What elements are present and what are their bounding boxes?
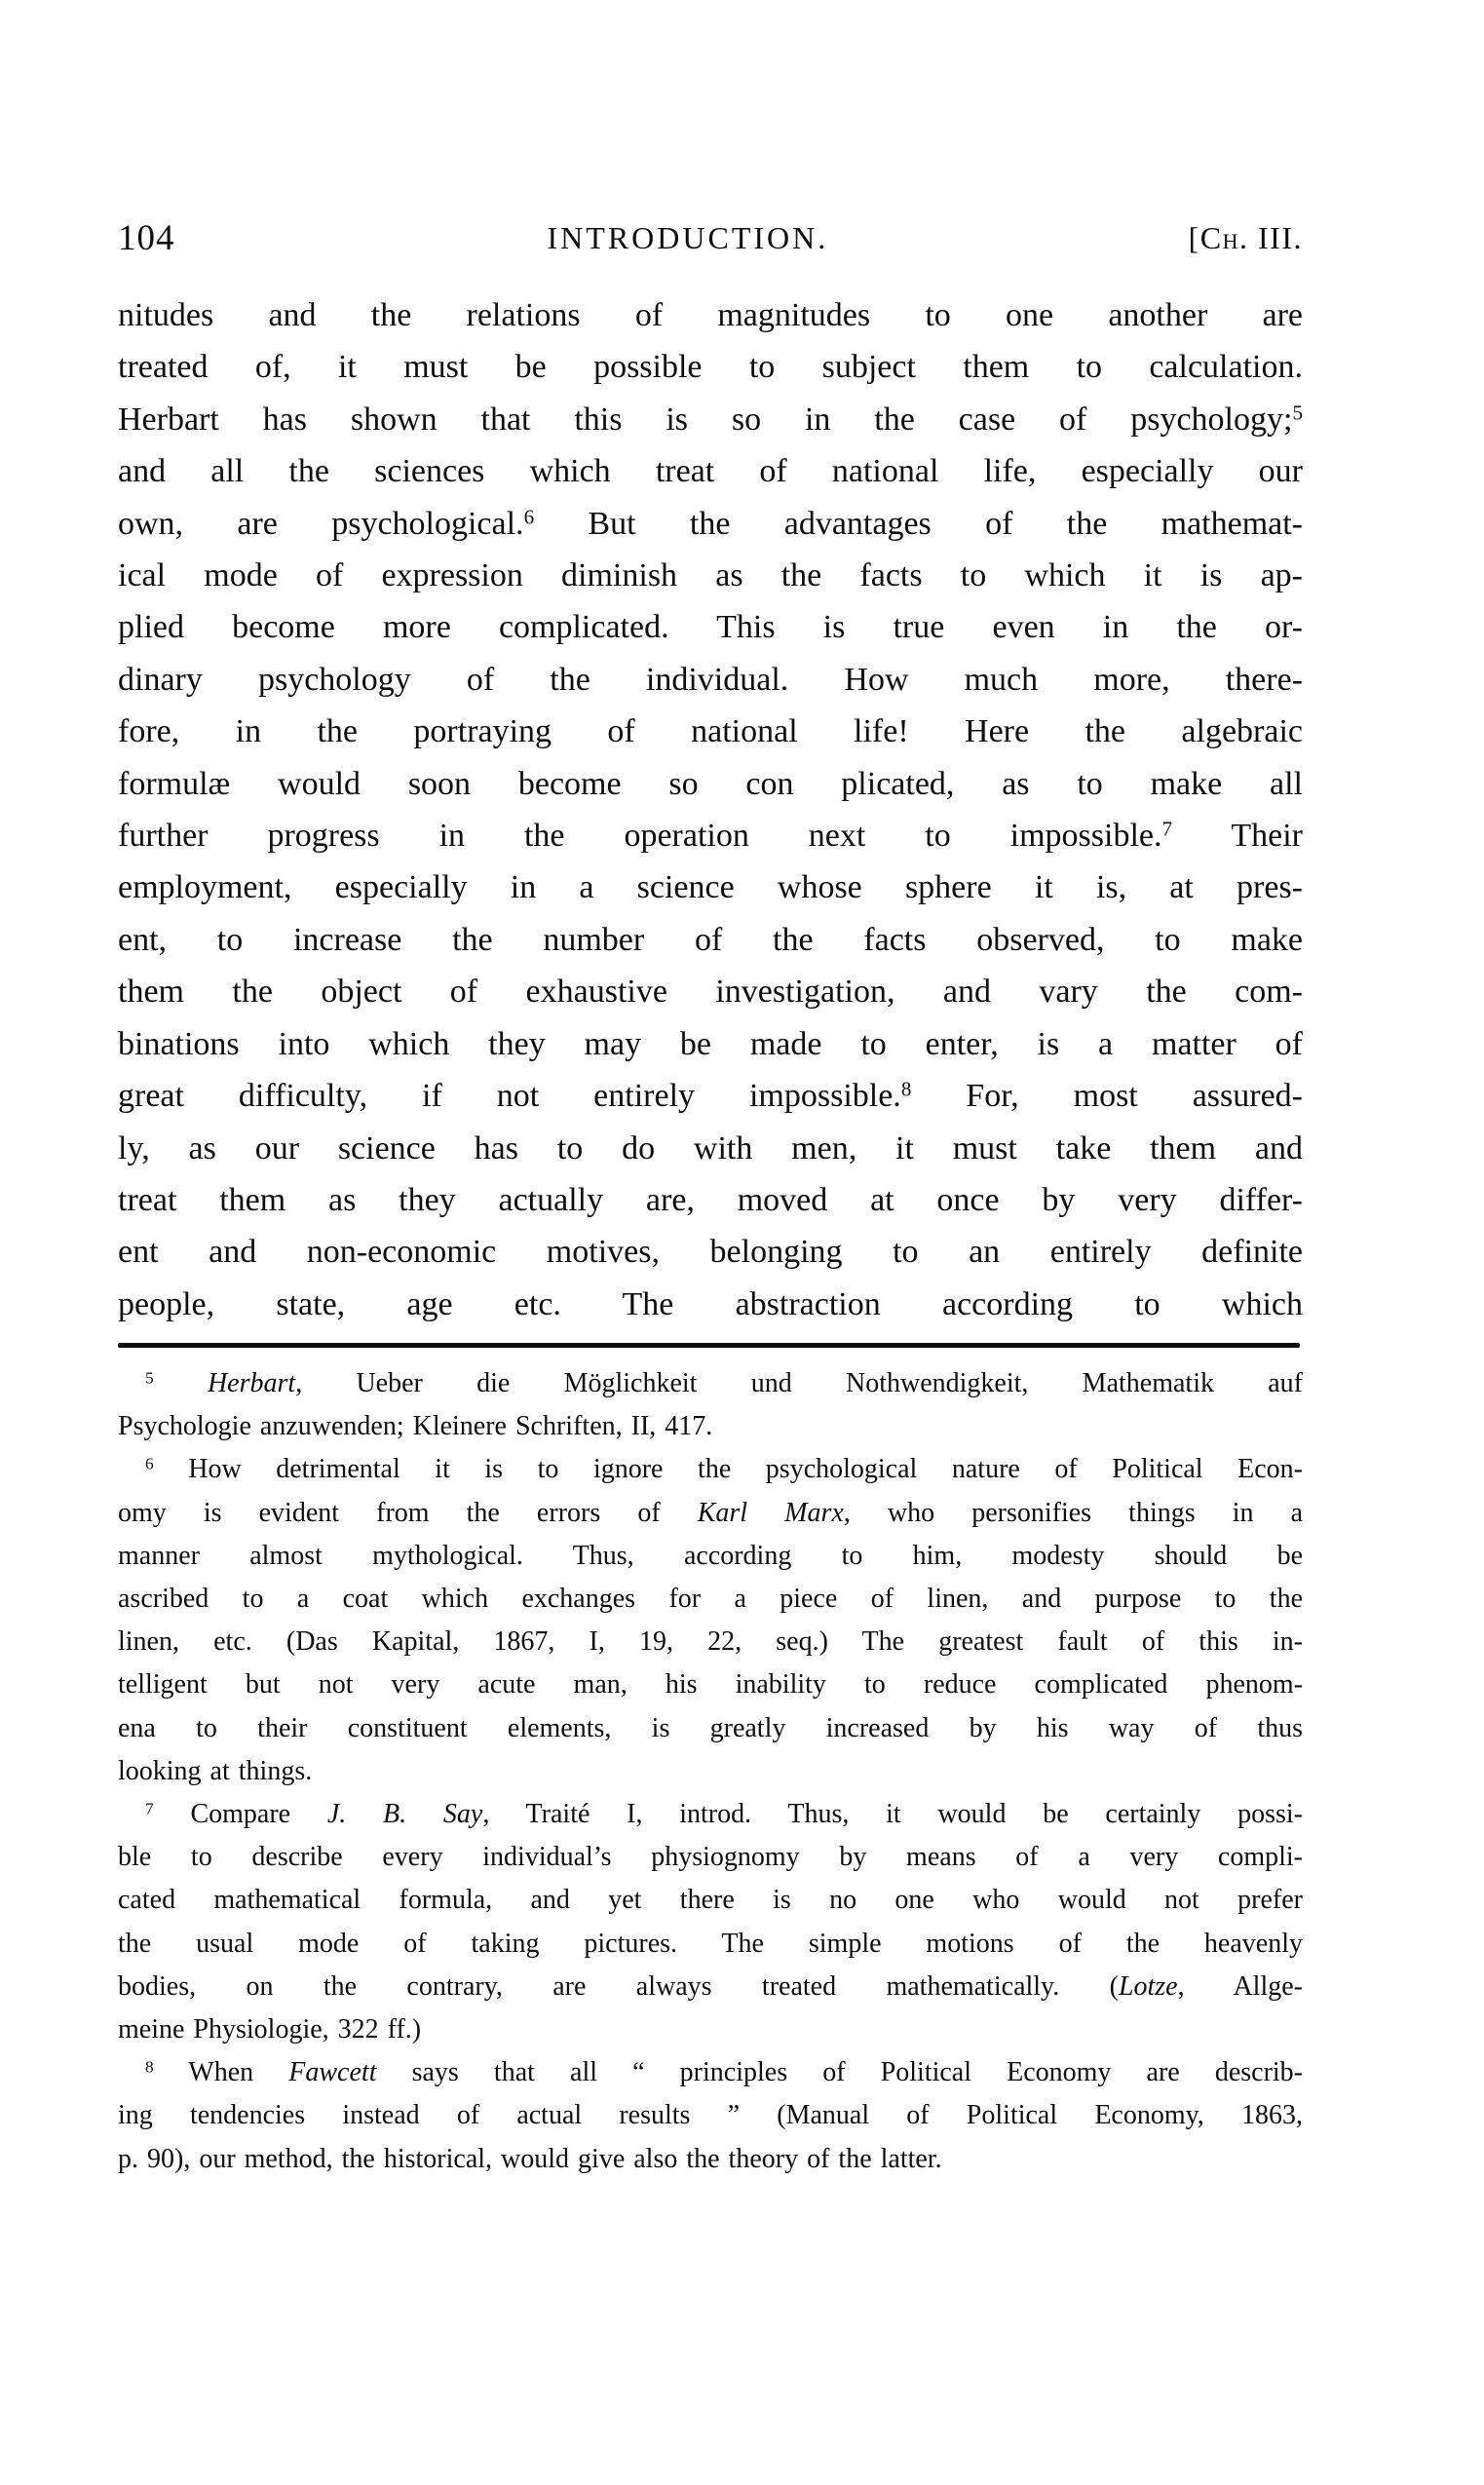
- body-line: ical mode of expression diminish as the facts to which it is ap-: [118, 557, 1303, 594]
- body-line: employment, especially in a science whose sphere it is, at pres-: [118, 869, 1303, 906]
- body-line: treated of, it must be possible to subject them to calculation.: [118, 349, 1303, 386]
- footnote-line: ena to their constituent elements, is greatly increased by his way of thus: [118, 1712, 1303, 1743]
- footnote-line: Psychologie anzuwenden; Kleinere Schriften, II, 417.: [118, 1411, 713, 1442]
- running-head: [118, 216, 1303, 259]
- footnote-line: ing tendencies instead of actual results ” (Manual of Political Economy, 1863,: [118, 2100, 1303, 2131]
- footnote-6: [118, 1448, 1303, 1793]
- body-line: dinary psychology of the individual. How much more, there-: [118, 661, 1303, 698]
- body-line: own, are psychological.$^6$ But the advantages of the mathemat-: [118, 505, 1303, 542]
- footnote-line: $^7$ Compare J. B. Say, Traité I, introd. Thus, it would be certainly possi-: [145, 1799, 1303, 1830]
- body-line: further progress in the operation next to impossible.$^7$ Their: [118, 817, 1304, 855]
- footnote-7: [118, 1793, 1303, 2051]
- body-line: ent and non-economic motives, belonging to an entirely definite: [118, 1234, 1303, 1271]
- page-number: 104: [118, 218, 175, 258]
- body-line: nitudes and the relations of magnitudes to one another are: [118, 297, 1303, 333]
- body-line: and all the sciences which treat of national life, especially our: [118, 453, 1303, 490]
- body-text: [118, 289, 1303, 1330]
- footnote-rule: [118, 1343, 1300, 1348]
- footnote-line: $^5$ Herbart, Ueber die Möglichkeit und Nothwendigkeit, Mathematik auf: [145, 1368, 1303, 1398]
- body-line: ent, to increase the number of the facts observed, to make: [118, 921, 1303, 958]
- footnote-8: [118, 2051, 1303, 2181]
- body-line: treat them as they actually are, moved at once by very differ-: [118, 1181, 1303, 1218]
- body-line: them the object of exhaustive investigation, and vary the com-: [118, 974, 1303, 1011]
- footnotes: [118, 1362, 1303, 2181]
- footnote-5: [118, 1362, 1303, 1448]
- footnote-line: ble to describe every individual’s physiognomy by means of a very compli-: [118, 1842, 1303, 1873]
- body-line: fore, in the portraying of national life! Here the algebraic: [118, 713, 1303, 750]
- body-line: formulæ would soon become so con plicated, as to make all: [118, 765, 1303, 802]
- footnote-line: bodies, on the contrary, are always treated mathematically. (Lotze, Allge-: [118, 1970, 1303, 2002]
- footnote-line: linen, etc. (Das Kapital, 1867, I, 19, 22, seq.) The greatest fault of this in-: [118, 1626, 1303, 1658]
- body-line: great difficulty, if not entirely impossible.$^8$ For, most assured-: [118, 1077, 1303, 1115]
- footnote-line: manner almost mythological. Thus, according to him, modesty should be: [118, 1540, 1303, 1571]
- footnote-line: cated mathematical formula, and yet there is no one who would not prefer: [118, 1885, 1303, 1916]
- footnote-line: meine Physiologie, 322 ff.): [118, 2014, 422, 2045]
- footnote-line: ascribed to a coat which exchanges for a piece of linen, and purpose to the: [118, 1584, 1303, 1615]
- running-title: INTRODUCTION.: [547, 220, 829, 255]
- footnote-line: p. 90), our method, the historical, would give also the theory of the latter.: [118, 2143, 942, 2174]
- body-line: plied become more complicated. This is true even in the or-: [118, 609, 1303, 646]
- body-line: people, state, age etc. The abstraction according to which: [118, 1285, 1303, 1322]
- body-line: binations into which they may be made to enter, is a matter of: [118, 1025, 1303, 1062]
- footnote-line: $^8$ When Fawcett says that all “ principles of Political Economy are describ-: [145, 2057, 1303, 2088]
- footnote-line: $^6$ How detrimental it is to ignore the psychological nature of Political Econ-: [145, 1454, 1303, 1485]
- chapter-marker: [Ch. III.: [1188, 220, 1303, 255]
- footnote-line: the usual mode of taking pictures. The simple motions of the heavenly: [118, 1928, 1303, 1959]
- footnote-line: telligent but not very acute man, his inability to reduce complicated phenom-: [118, 1669, 1303, 1701]
- body-line: Herbart has shown that this is so in the case of psychology;$^5$: [118, 401, 1303, 438]
- body-line: ly, as our science has to do with men, it must take them and: [118, 1129, 1303, 1166]
- footnote-line: looking at things.: [118, 1755, 313, 1786]
- footnote-line: omy is evident from the errors of Karl Marx, who personifies things in a: [118, 1497, 1303, 1528]
